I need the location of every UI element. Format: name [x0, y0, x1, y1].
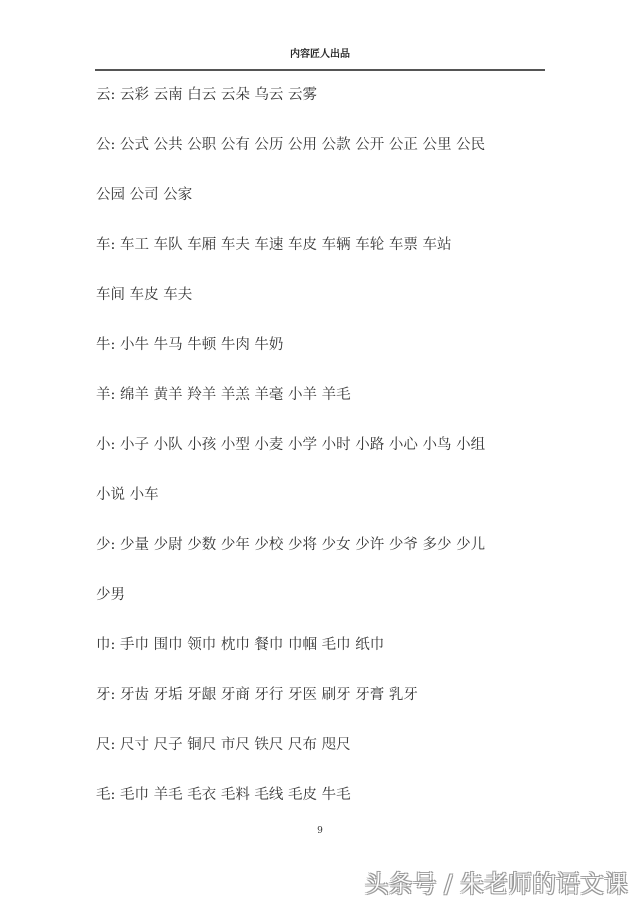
text-line: 毛: 毛巾 羊毛 毛衣 毛料 毛线 毛皮 牛毛	[96, 787, 351, 803]
text-line: 车间 车皮 车夫	[96, 287, 193, 303]
text-line: 云: 云彩 云南 白云 云朵 乌云 云雾	[96, 87, 318, 103]
text-line: 公园 公司 公家	[96, 187, 193, 203]
text-line: 小: 小子 小队 小孩 小型 小麦 小学 小时 小路 小心 小鸟 小组	[96, 437, 486, 453]
text-line: 牙: 牙齿 牙垢 牙龈 牙商 牙行 牙医 刷牙 牙膏 乳牙	[96, 687, 418, 703]
text-line: 车: 车工 车队 车厢 车夫 车速 车皮 车辆 车轮 车票 车站	[96, 237, 452, 253]
watermark: 头条号 / 朱老师的语文课	[364, 870, 628, 898]
text-line: 尺: 尺寸 尺子 铜尺 市尺 铁尺 尺布 咫尺	[96, 737, 351, 753]
text-line: 公: 公式 公共 公职 公有 公历 公用 公款 公开 公正 公里 公民	[96, 137, 486, 153]
page-number: 9	[317, 826, 323, 836]
text-line: 羊: 绵羊 黄羊 羚羊 羊羔 羊毫 小羊 羊毛	[96, 387, 351, 403]
page-header: 内容匠人出品	[290, 49, 350, 60]
header-rule	[95, 69, 545, 71]
text-line: 小说 小车	[96, 487, 159, 503]
text-line: 巾: 手巾 围巾 领巾 枕巾 餐巾 巾帼 毛巾 纸巾	[96, 637, 385, 653]
text-line: 少: 少量 少尉 少数 少年 少校 少将 少女 少许 少爷 多少 少儿	[96, 537, 486, 553]
text-line: 牛: 小牛 牛马 牛顿 牛肉 牛奶	[96, 337, 284, 353]
text-line: 少男	[96, 587, 125, 603]
